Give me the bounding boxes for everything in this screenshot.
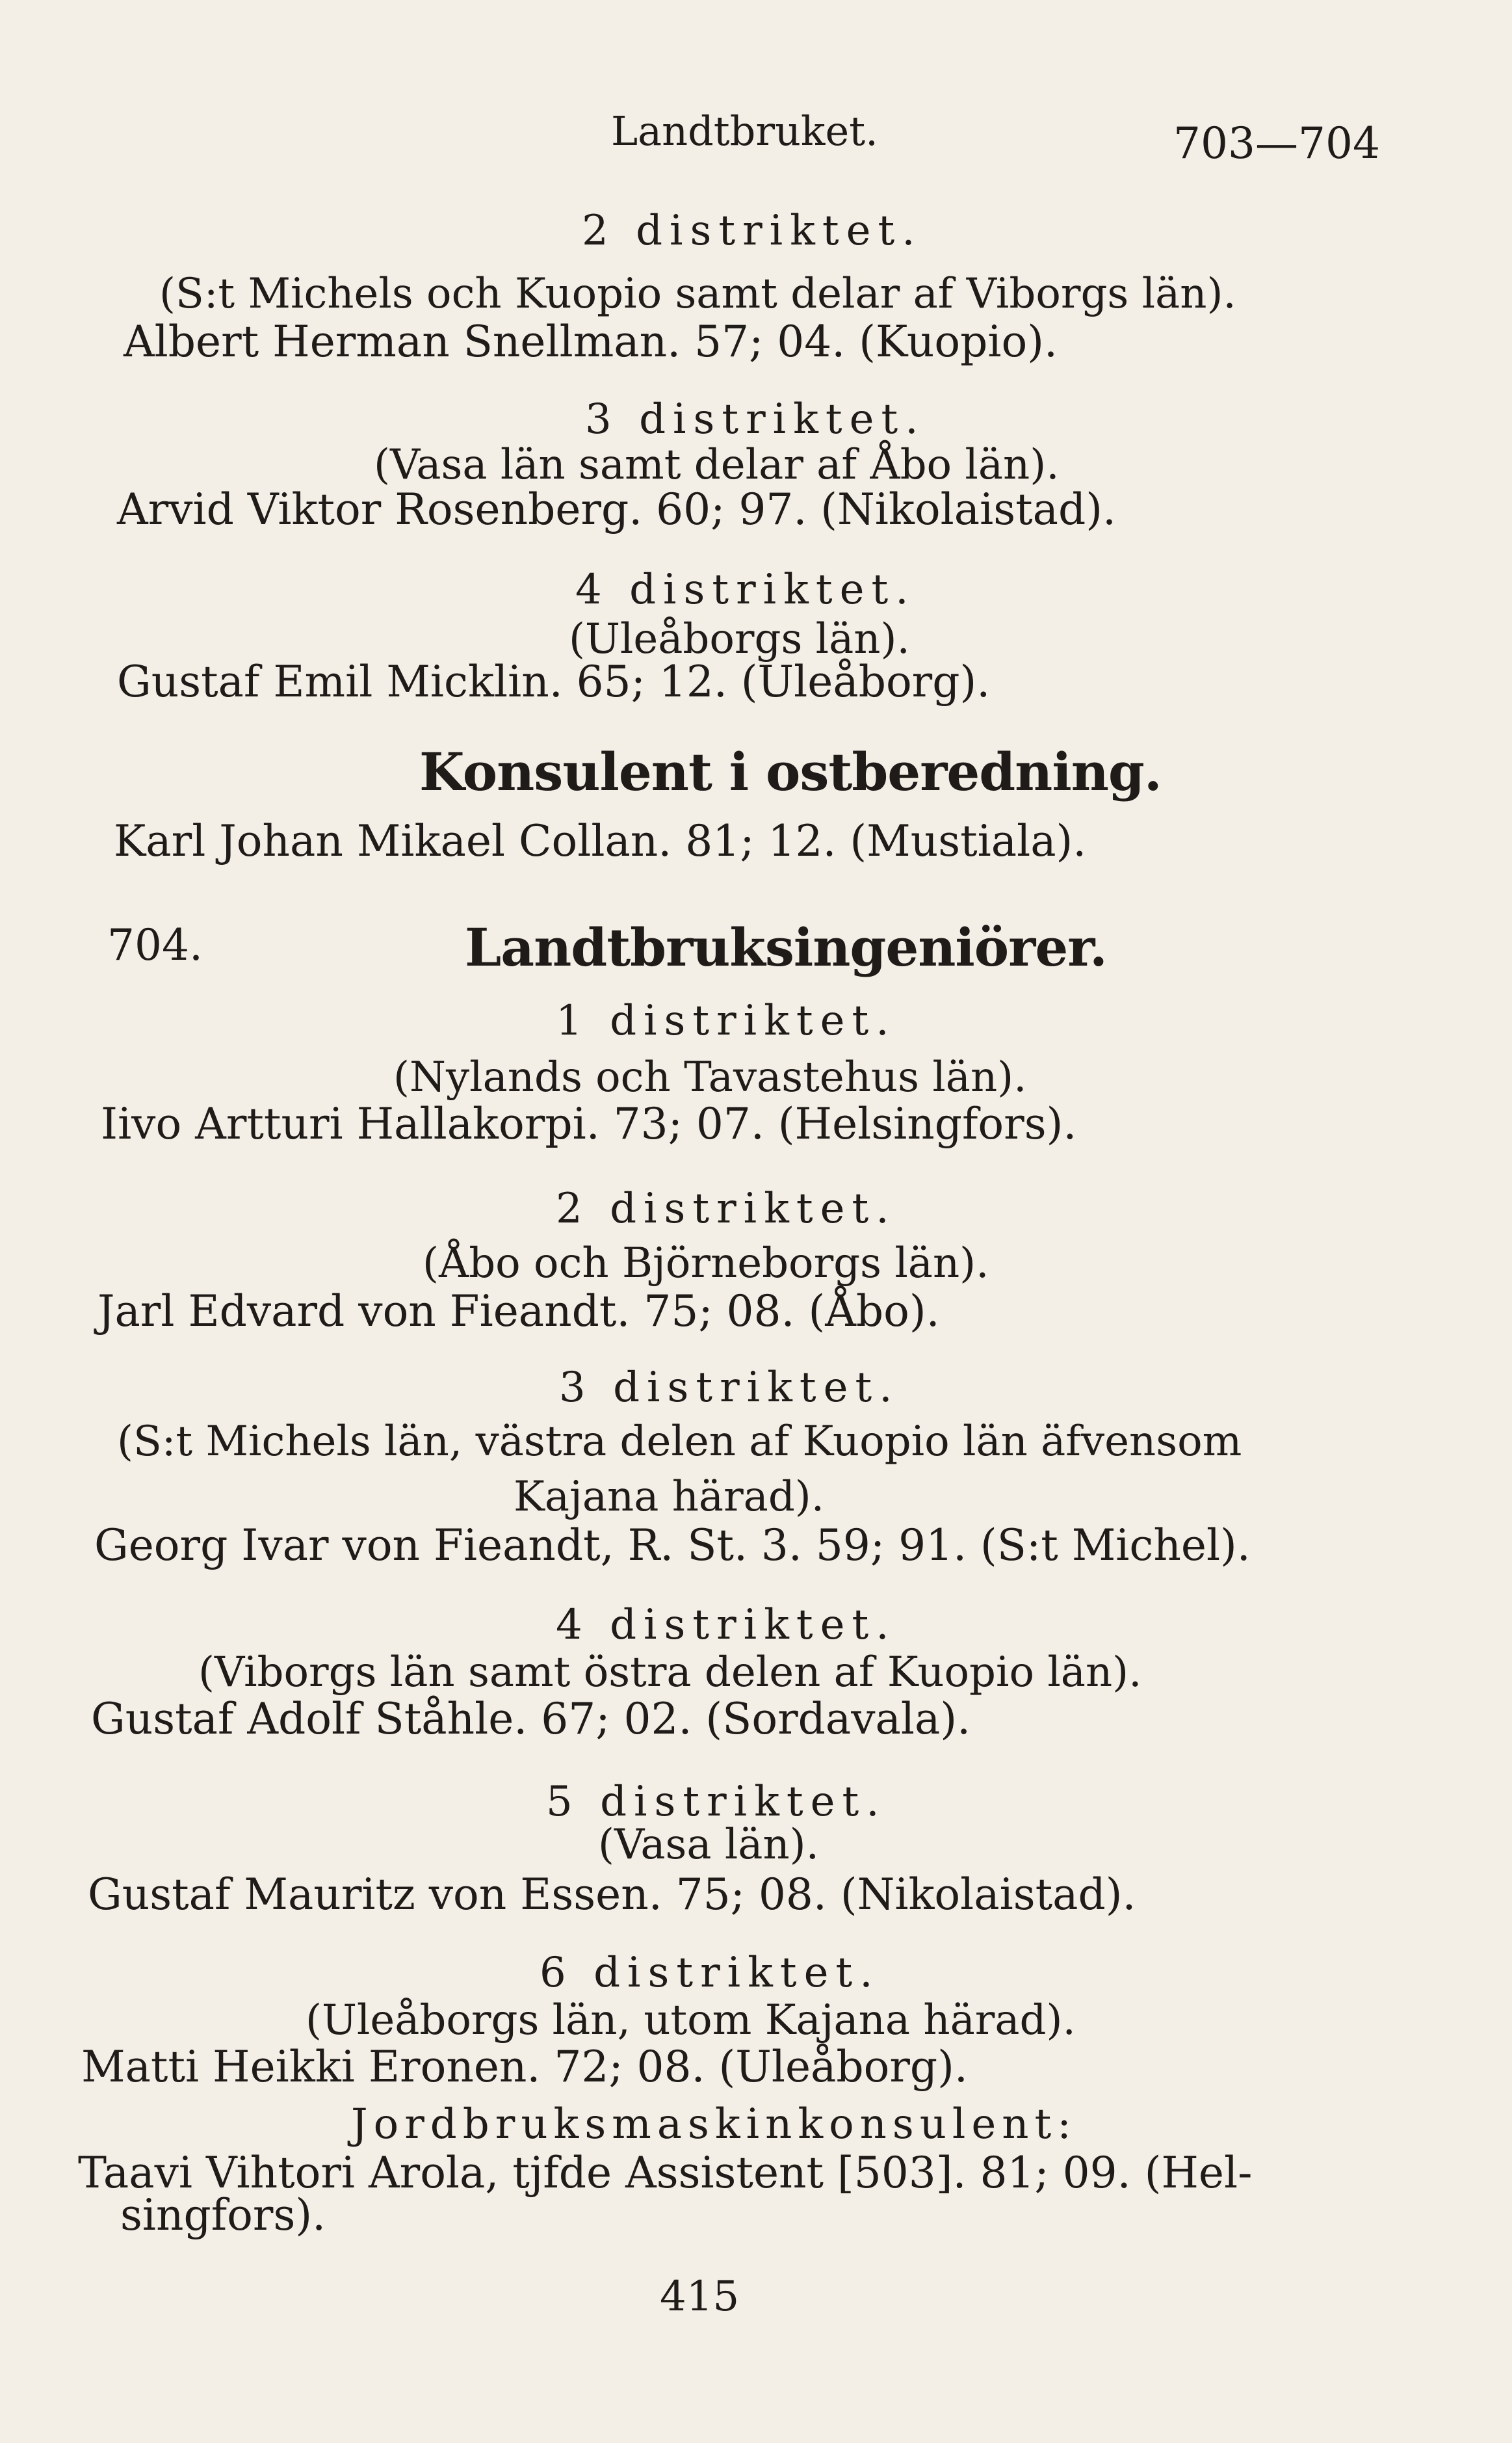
district-region: (S:t Michels län, västra delen af Kuopio län äfvensom <box>117 1418 1242 1466</box>
official-entry-continued: singfors). <box>120 2190 326 2240</box>
district-region: (Nylands och Tavastehus län). <box>393 1053 1027 1102</box>
official-entry: Gustaf Adolf Ståhle. 67; 02. (Sordavala). <box>91 1694 971 1744</box>
district-region: (Uleåborgs län, utom Kajana härad). <box>306 1996 1076 2044</box>
district-heading: 3 distriktet. <box>559 1364 900 1412</box>
official-entry: Albert Herman Snellman. 57; 04. (Kuopio). <box>124 317 1058 367</box>
district-heading: 3 distriktet. <box>585 395 926 443</box>
official-entry: Arvid Viktor Rosenberg. 60; 97. (Nikolaistad). <box>117 484 1116 535</box>
running-header-columns: 703—704 <box>1173 118 1380 168</box>
district-heading: 4 distriktet. <box>575 566 916 614</box>
official-entry: Gustaf Mauritz von Essen. 75; 08. (Nikolaistad). <box>88 1869 1136 1920</box>
district-heading: 6 distriktet. <box>540 1949 880 1997</box>
official-entry: Karl Johan Mikael Collan. 81; 12. (Mustiala). <box>114 816 1087 866</box>
district-heading: 4 distriktet. <box>556 1601 896 1649</box>
official-entry: Georg Ivar von Fieandt, R. St. 3. 59; 91. (S:t Michel). <box>94 1520 1251 1570</box>
district-region-continued: Kajana härad). <box>514 1473 825 1521</box>
district-region: (Viborgs län samt östra delen af Kuopio län). <box>198 1648 1142 1697</box>
section-number: 704. <box>107 920 203 970</box>
district-heading: 1 distriktet. <box>556 997 896 1045</box>
section-heading: Landtbruksingeniörer. <box>465 917 1107 978</box>
district-heading: 2 distriktet. <box>582 207 922 255</box>
official-entry: Iivo Artturi Hallakorpi. 73; 07. (Helsingfors). <box>101 1099 1077 1149</box>
district-region: (Vasa län samt delar af Åbo län). <box>374 441 1060 489</box>
official-entry: Jarl Edvard von Fieandt. 75; 08. (Åbo). <box>98 1286 940 1336</box>
official-entry: Gustaf Emil Micklin. 65; 12. (Uleåborg). <box>117 657 991 707</box>
page-number: 415 <box>660 2273 740 2321</box>
running-header-title: Landtbruket. <box>611 107 878 155</box>
district-region: (Vasa län). <box>598 1821 819 1869</box>
subsection-label: Jordbruksmaskinkonsulent: <box>351 2100 1077 2148</box>
official-entry: Taavi Vihtori Arola, tjfde Assistent [503]. 81; 09. (Hel- <box>78 2148 1253 2198</box>
official-entry: Matti Heikki Eronen. 72; 08. (Uleåborg). <box>81 2042 968 2092</box>
district-region: (S:t Michels och Kuopio samt delar af Viborgs län). <box>159 270 1236 318</box>
section-heading: Konsulent i ostberedning. <box>419 741 1162 802</box>
district-region: (Åbo och Björneborgs län). <box>423 1239 989 1288</box>
district-region: (Uleåborgs län). <box>569 615 910 663</box>
district-heading: 5 distriktet. <box>546 1778 887 1826</box>
district-heading: 2 distriktet. <box>556 1185 896 1233</box>
